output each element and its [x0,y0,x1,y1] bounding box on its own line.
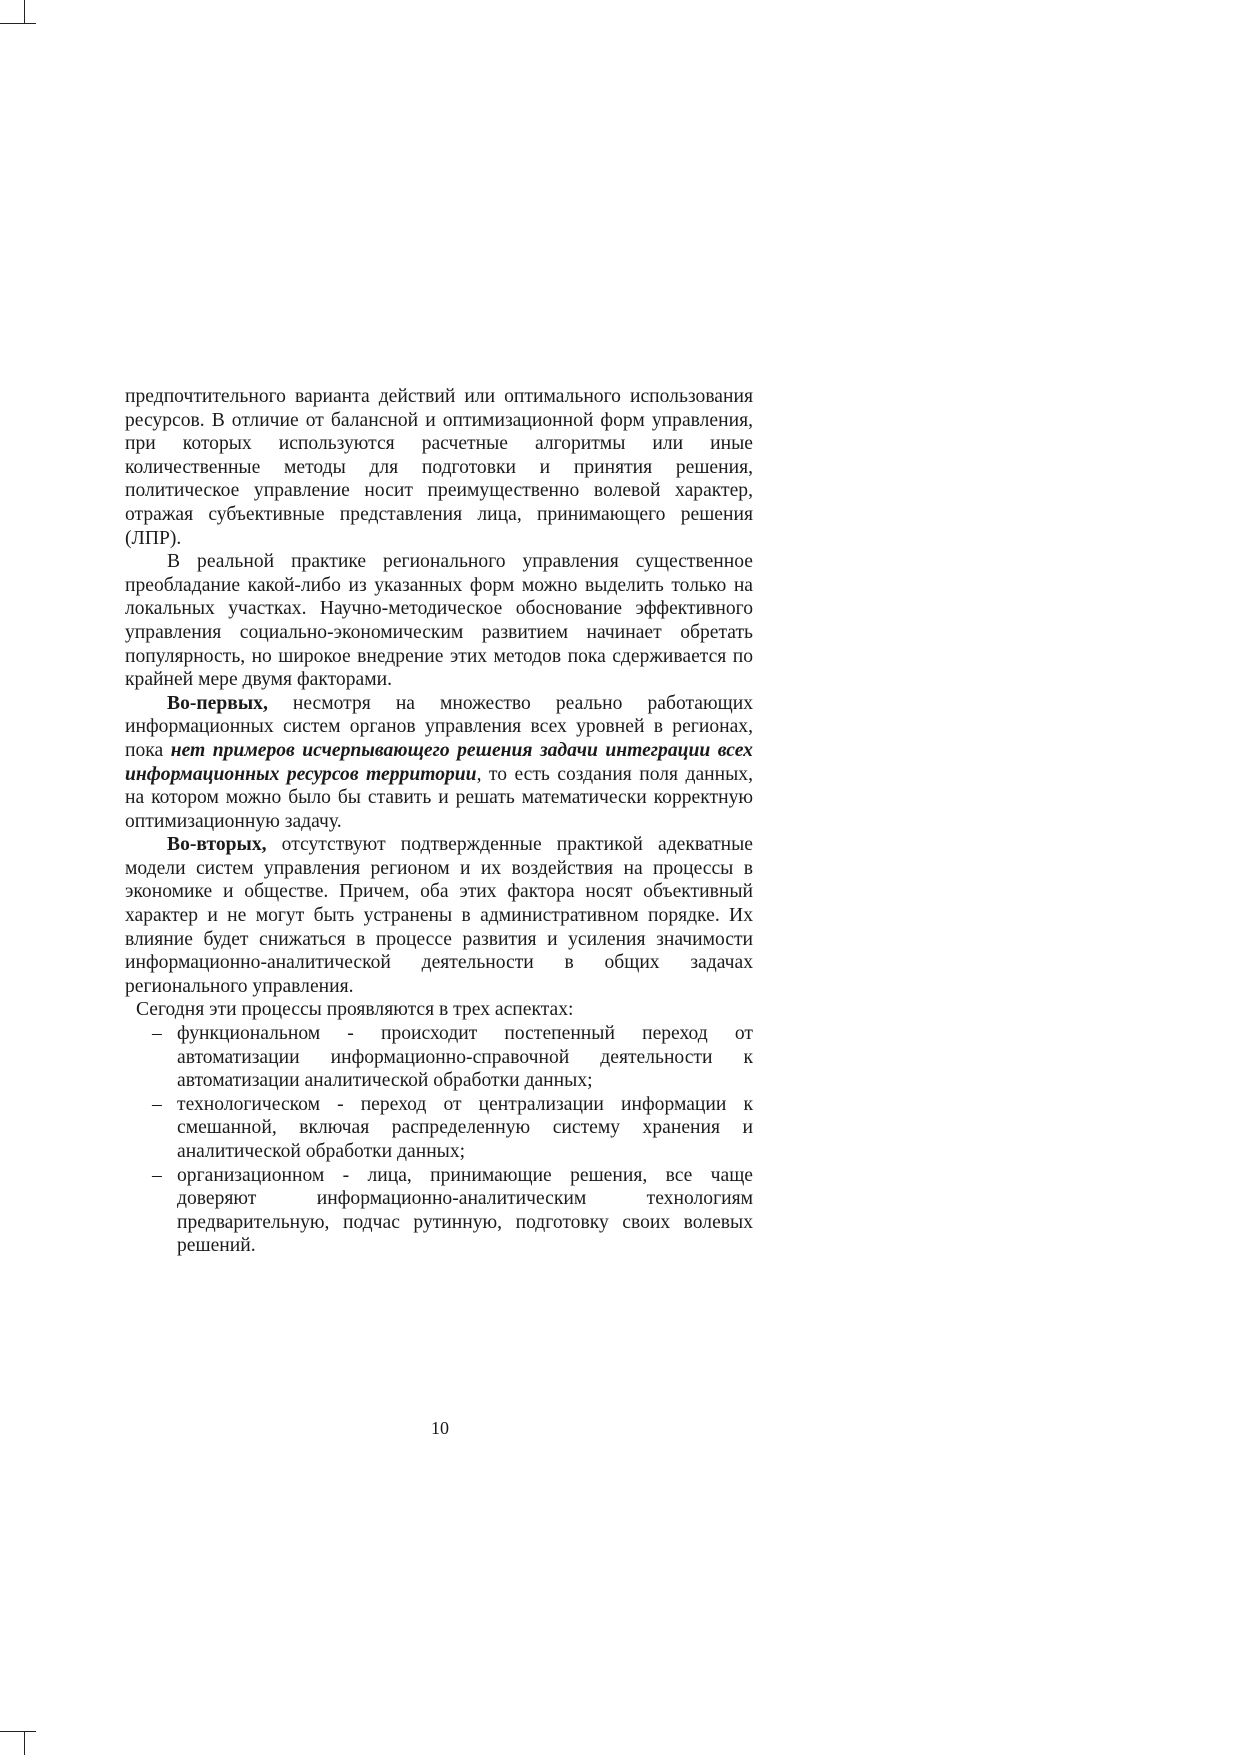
list-item-text: технологическом - переход от централизации информации к смешанной, включая распределенную систему хранения и аналитической обработки данных; [177,1093,753,1162]
list-dash: – [152,1093,162,1115]
paragraph-3-text-1: несмотря на множество реально работающих информационных систем органов управления всех уровней в регионах, пока [125,692,753,761]
paragraph-1: предпочтительного варианта действий или оптимального использования ресурсов. В отличие от балансной и оптимизационной форм управления, при которых используются расчетные алгоритмы или иные количественные методы для подготовки и принятия решения, политическое управление носит преимущественно волевой характер, отражая субъективные представления лица, принимающего решения (ЛПР). [125,386,753,549]
page-number: 10 [431,1418,449,1438]
paragraph-3-emphasis: нет примеров исчерпывающего решения задачи интеграции всех информационных ресурсов территории [125,739,753,785]
paragraph-3 [125,692,753,834]
list-item [125,1022,753,1093]
paragraph-3-lead: Во-первых, [167,692,268,714]
list-item [125,1093,753,1164]
list-item-text: организационном - лица, принимающие решения, все чаще доверяют информационно-аналитическим технологиям предварительную, подчас рутинную, подготовку своих волевых решений. [177,1164,753,1257]
paragraph-4-text: отсутствуют подтвержденные практикой адекватные модели систем управления регионом и их воздействия на процессы в экономике и обществе. Причем, оба этих фактора носят объективный характер и не могут быть устранены в административном порядке. Их влияние будет снижаться в процессе развития и усиления значимости информационно-аналитической деятельности в общих задачах регионального управления. [125,834,753,997]
aspects-list [125,1022,753,1258]
list-item [125,1164,753,1258]
paragraph-3-text-2: , то есть создания поля данных, на котором можно было бы ставить и решать математически корректную оптимизационную задачу. [125,763,753,832]
list-item-text: функциональном - происходит постепенный переход от автоматизации информационно-справочной деятельности к автоматизации аналитической обработки данных; [177,1023,753,1092]
list-dash: – [152,1164,162,1186]
crop-mark-bottom-left-vertical [24,1731,25,1755]
paragraph-4 [125,833,753,998]
crop-mark-top-left-horizontal [0,23,36,24]
crop-mark-top-left-vertical [24,0,25,24]
list-dash: – [152,1023,162,1045]
paragraph-4-lead: Во-вторых, [167,834,267,856]
paragraph-5: Сегодня эти процессы проявляются в трех аспектах: [136,999,574,1021]
crop-mark-bottom-left-horizontal [0,1731,36,1732]
paragraph-2: В реальной практике регионального управления существенное преобладание какой-либо из указанных форм можно выделить только на локальных участках. Научно-методическое обоснование эффективного управления социально-экономическим развитием начинает обретать популярность, но широкое внедрение этих методов пока сдерживается по крайней мере двумя факторами. [125,551,753,691]
body-text [125,385,753,1258]
